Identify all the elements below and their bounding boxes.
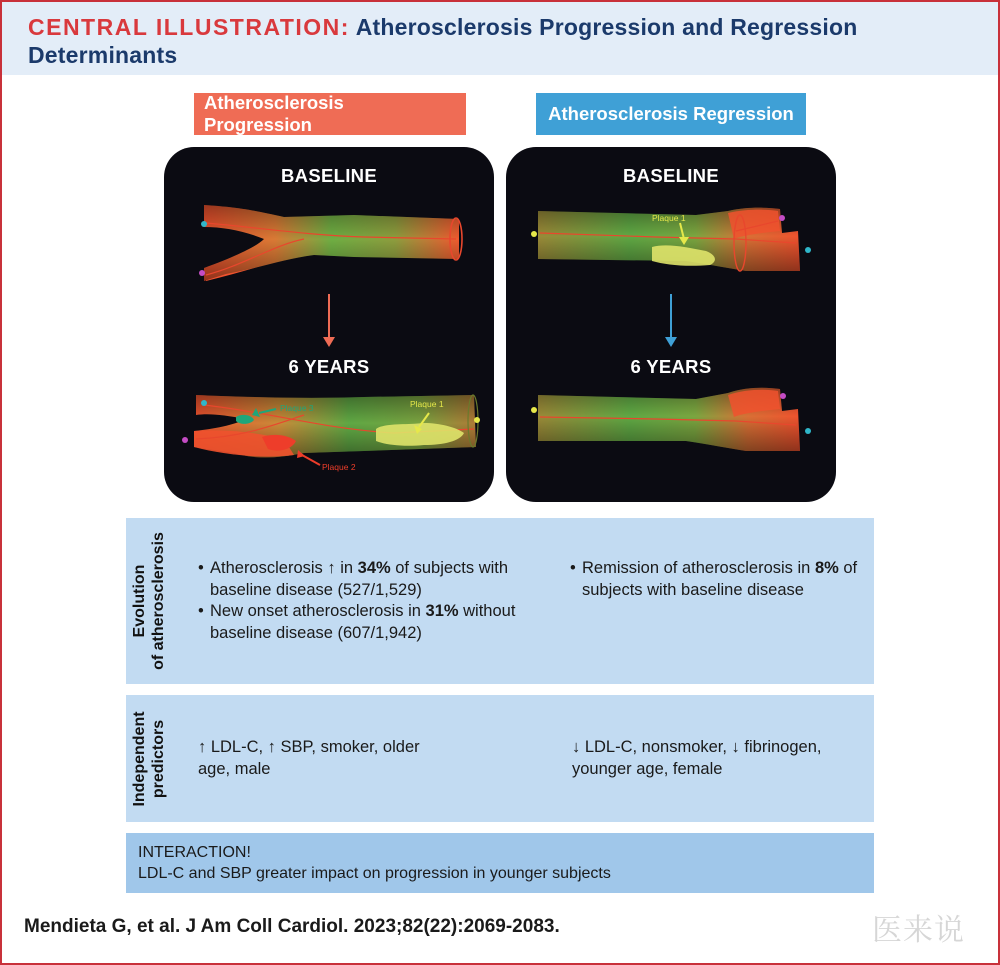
regression-vessels bbox=[506, 147, 836, 502]
plaque-3-label: Plaque 3 bbox=[280, 403, 314, 413]
plaque-1-label: Plaque 1 bbox=[410, 399, 444, 409]
plaque-2-label: Plaque 2 bbox=[322, 462, 356, 472]
progression-panel bbox=[164, 147, 494, 502]
evolution-label-line2: of atherosclerosis bbox=[150, 532, 167, 670]
interaction-text: LDL-C and SBP greater impact on progression in younger subjects bbox=[138, 865, 611, 882]
regression-evolution-list bbox=[570, 558, 870, 601]
title-lead: CENTRAL ILLUSTRATION: bbox=[28, 14, 350, 40]
followup-vessel bbox=[531, 388, 811, 451]
predictors-label-line2: predictors bbox=[150, 719, 167, 798]
plaque-1-label: Plaque 1 bbox=[652, 213, 686, 223]
regression-followup-heading: 6 YEARS bbox=[630, 356, 712, 377]
regression-baseline-heading: BASELINE bbox=[623, 165, 719, 186]
predictors-label-line1: Independent bbox=[131, 710, 148, 807]
regression-label: Atherosclerosis Regression bbox=[536, 93, 806, 135]
regression-panel bbox=[506, 147, 836, 502]
regression-predictors: ↓ LDL-C, nonsmoker, ↓ fibrinogen, younger age, female bbox=[572, 738, 822, 778]
evolution-side-label bbox=[126, 518, 172, 684]
progression-evolution-list bbox=[198, 558, 568, 644]
header-banner bbox=[2, 2, 998, 75]
progression-label: Atherosclerosis Progression bbox=[194, 93, 466, 135]
baseline-vessel bbox=[199, 205, 462, 281]
figure-title bbox=[28, 13, 968, 69]
progression-followup-heading: 6 YEARS bbox=[288, 356, 370, 377]
progression-vessels bbox=[164, 147, 494, 502]
list-item: • Remission of atherosclerosis in 8% of subjects with baseline disease bbox=[570, 558, 870, 601]
watermark: 医来说 bbox=[872, 913, 965, 948]
interaction-heading: INTERACTION! bbox=[138, 844, 251, 861]
list-item: • Atherosclerosis ↑ in 34% of subjects with baseline disease (527/1,529) bbox=[198, 558, 568, 601]
title-text: Atherosclerosis Progression and Regression Determinants bbox=[28, 14, 858, 68]
list-item: • New onset atherosclerosis in 31% without baseline disease (607/1,942) bbox=[198, 601, 568, 644]
predictors-side-label bbox=[126, 695, 172, 822]
progression-predictors: ↑ LDL-C, ↑ SBP, smoker, older age, male bbox=[198, 738, 420, 778]
progression-baseline-heading: BASELINE bbox=[281, 165, 377, 186]
citation: Mendieta G, et al. J Am Coll Cardiol. 2023;82(22):2069-2083. bbox=[24, 916, 560, 937]
evolution-label-line1: Evolution bbox=[131, 564, 148, 638]
